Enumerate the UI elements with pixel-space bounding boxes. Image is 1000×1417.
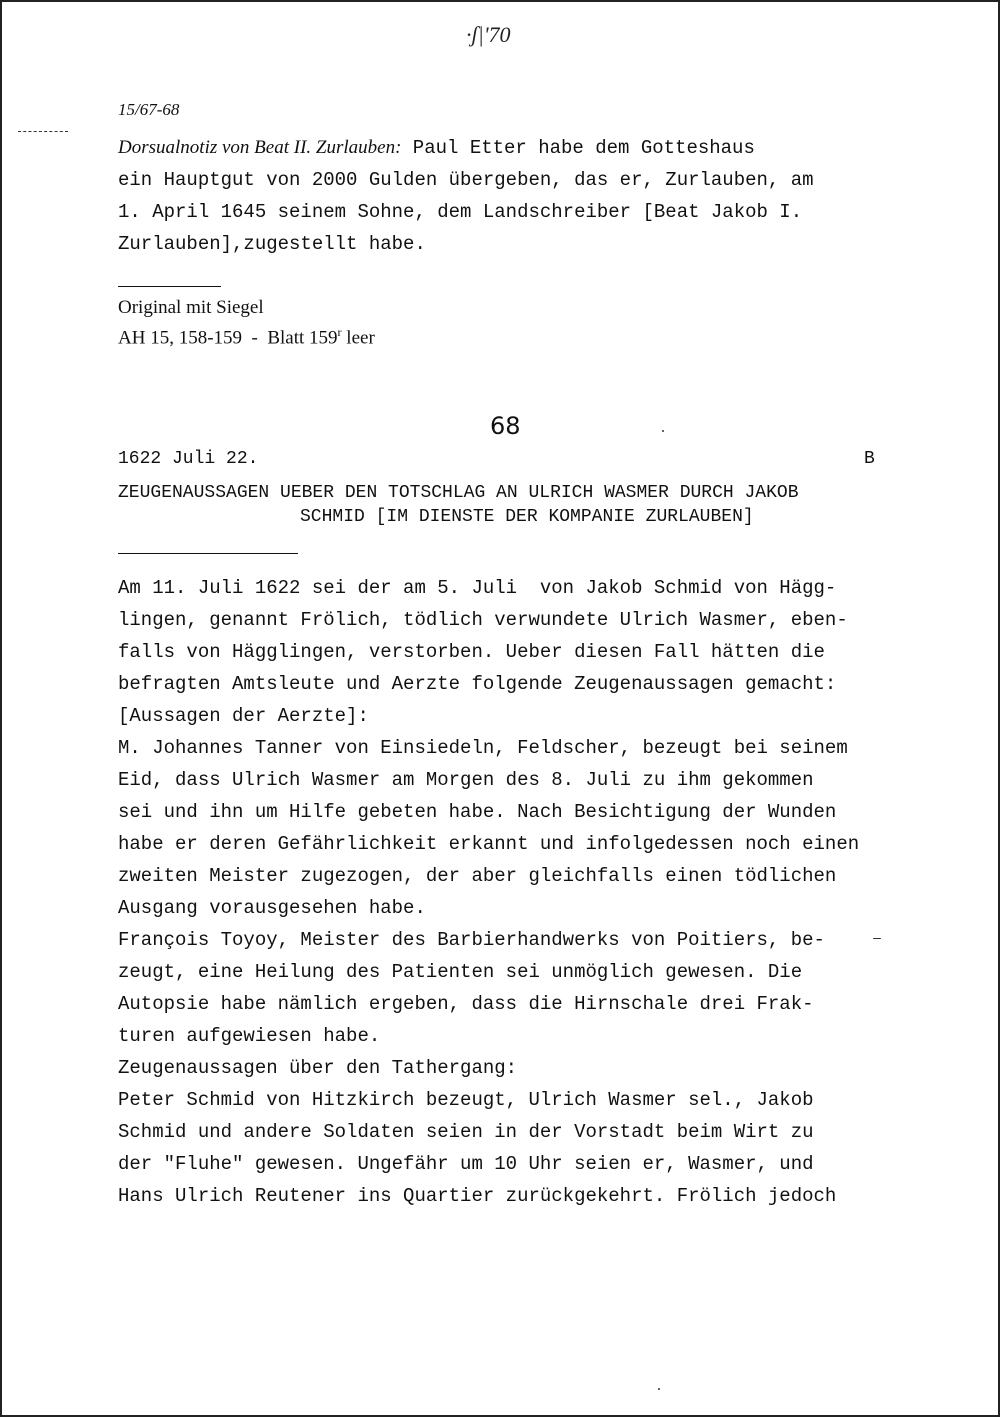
dorsual-note [118,132,908,260]
entry-title-line-2: SCHMID [IM DIENSTE DER KOMPANIE ZURLAUBEN] [300,507,754,527]
source-line-1: Original mit Siegel [118,297,264,318]
dorsual-label: Dorsualnotiz von Beat II. Zurlauben: [118,137,402,158]
dorsual-line-2: ein Hauptgut von 2000 Gulden übergeben, das er, Zurlauben, am [118,169,814,191]
body-line: zweiten Meister zugezogen, der aber gleichfalls einen tödlichen [118,865,837,887]
scan-border-left [0,0,2,1417]
body-line: zeugt, eine Heilung des Patienten sei unmöglich gewesen. Die [118,961,803,983]
body-line: sei und ihn um Hilfe gebeten habe. Nach Besichtigung der Wunden [118,801,837,823]
scan-border-top [0,0,1000,2]
margin-mark [873,938,881,939]
speck [658,1388,660,1390]
body-line: François Toyoy, Meister des Barbierhandwerks von Poitiers, be- [118,929,825,951]
entry-letter: B [864,449,875,469]
dorsual-line-1 [118,132,908,164]
entry-date: 1622 Juli 22. [118,449,259,469]
entry-title-line-1: ZEUGENAUSSAGEN UEBER DEN TOTSCHLAG AN ULRICH WASMER DURCH JAKOB [118,483,799,503]
body-line: Autopsie habe nämlich ergeben, dass die Hirnschale drei Frak- [118,993,814,1015]
body-line: Peter Schmid von Hitzkirch bezeugt, Ulrich Wasmer sel., Jakob [118,1089,814,1111]
body-line: befragten Amtsleute und Aerzte folgende Zeugenaussagen gemacht: [118,673,837,695]
separator-rule [118,286,221,287]
body-line: falls von Hägglingen, verstorben. Ueber diesen Fall hätten die [118,641,825,663]
source-recto-mark: r [337,325,342,339]
body-line: Hans Ulrich Reutener ins Quartier zurückgekehrt. Frölich jedoch [118,1185,837,1207]
dorsual-line-4: Zurlauben],zugestellt habe. [118,233,426,255]
body-line: [Aussagen der Aerzte]: [118,705,369,727]
margin-tick [18,131,68,132]
body-line: M. Johannes Tanner von Einsiedeln, Feldscher, bezeugt bei seinem [118,737,848,759]
source-info [118,296,908,350]
entry-separator-rule [118,553,298,554]
dorsual-line-1-text: Paul Etter habe dem Gotteshaus [401,137,755,159]
body-line: Ausgang vorausgesehen habe. [118,897,426,919]
page-reference: 15/67-68 [118,100,180,119]
entry-number: 68 [490,412,521,440]
source-archive-ref: AH 15, 158-159 - Blatt 159 [118,327,338,349]
body-line: turen aufgewiesen habe. [118,1025,381,1047]
dorsual-line-3: 1. April 1645 seinem Sohne, dem Landschreiber [Beat Jakob I. [118,201,803,223]
speck [662,430,664,432]
body-line: Zeugenaussagen über den Tathergang: [118,1057,518,1079]
body-line: Eid, dass Ulrich Wasmer am Morgen des 8. Juli zu ihm gekommen [118,769,814,791]
body-line: Schmid und andere Soldaten seien in der Vorstadt beim Wirt zu [118,1121,814,1143]
body-line: habe er deren Gefährlichkeit erkannt und infolgedessen noch einen [118,833,860,855]
body-line: der "Fluhe" gewesen. Ungefähr um 10 Uhr seien er, Wasmer, und [118,1153,814,1175]
body-line: lingen, genannt Frölich, tödlich verwundete Ulrich Wasmer, eben- [118,609,848,631]
body-line: Am 11. Juli 1622 sei der am 5. Juli von Jakob Schmid von Hägg- [118,577,837,599]
handwritten-archive-mark: ·ʃ|'70 [466,22,511,47]
source-line-2 [118,320,908,350]
source-blank-note: leer [341,327,375,349]
body-text [118,572,918,1212]
